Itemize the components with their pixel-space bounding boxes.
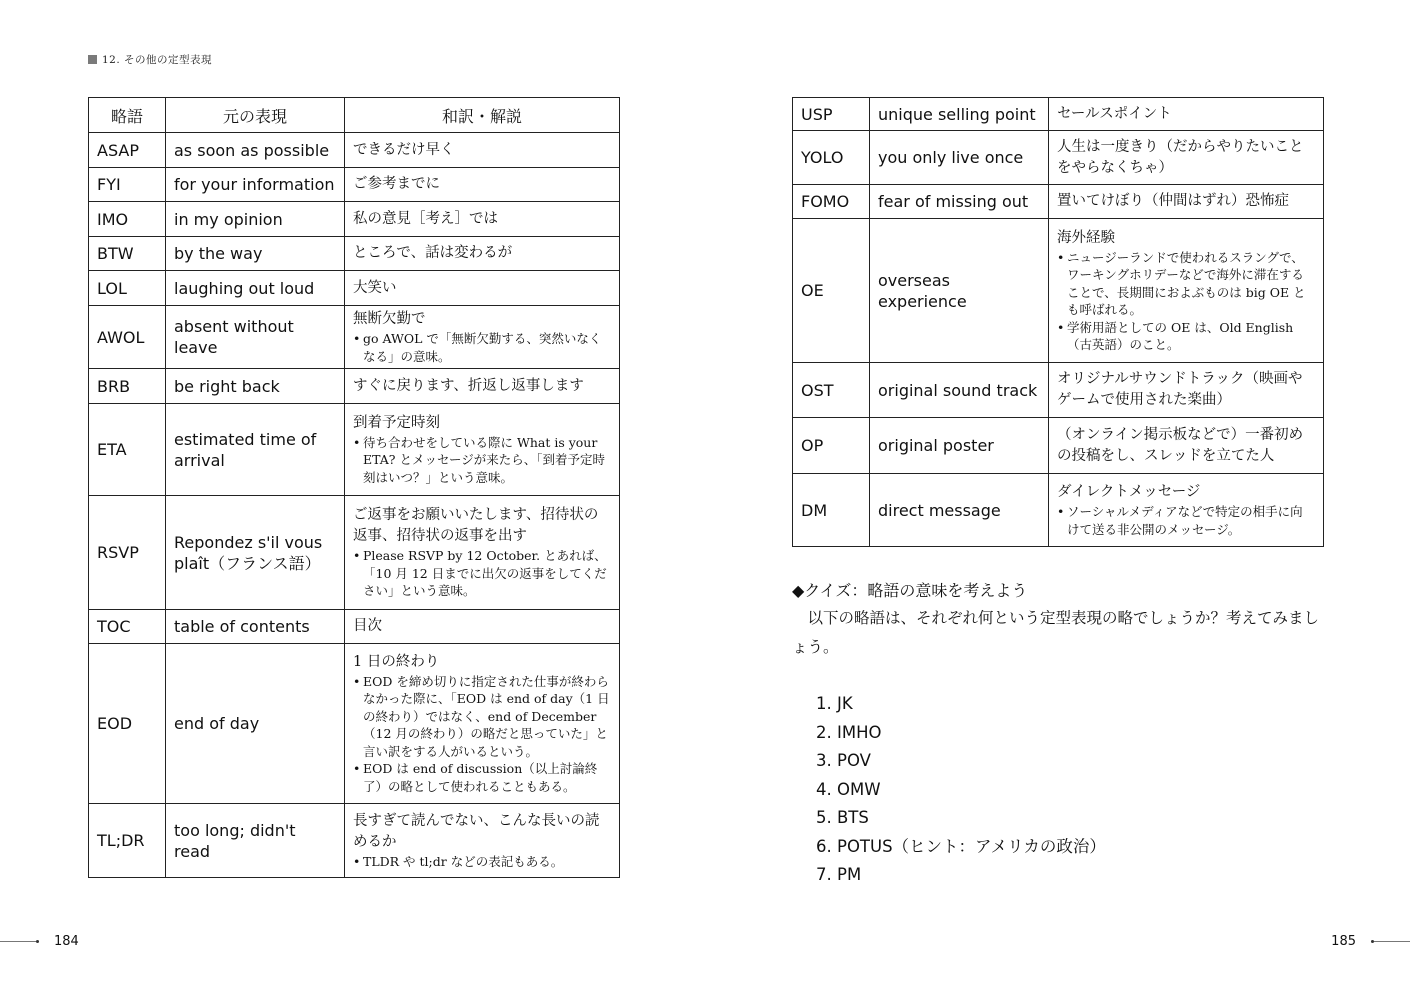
- original-phrase-cell: be right back: [166, 369, 345, 404]
- table-row: [89, 271, 620, 306]
- meaning-text: 海外経験: [1057, 229, 1115, 246]
- abbreviation-cell: TOC: [89, 610, 166, 644]
- abbreviation-cell: RSVP: [89, 496, 166, 610]
- meaning-cell: [345, 202, 620, 237]
- meaning-cell: [1049, 418, 1324, 474]
- meaning-text: すぐに戻ります、折返し返事します: [353, 377, 584, 394]
- original-phrase-cell: laughing out loud: [166, 271, 345, 306]
- meaning-cell: [345, 610, 620, 644]
- quiz-title: ◆クイズ：略語の意味を考えよう: [792, 581, 1028, 600]
- table-row: [89, 496, 620, 610]
- note-item: • ソーシャルメディアなどで特定の相手に向けて送る非公開のメッセージ。: [1057, 503, 1315, 538]
- note-item: • go AWOL で「無断欠勤する、突然いなくなる」の意味。: [353, 330, 611, 365]
- abbreviation-cell: YOLO: [793, 131, 870, 185]
- folio-rule: [1374, 941, 1410, 942]
- table-row: [793, 363, 1324, 418]
- header-square-icon: [88, 55, 97, 64]
- original-phrase-cell: in my opinion: [166, 202, 345, 237]
- abbreviation-cell: FOMO: [793, 185, 870, 219]
- meaning-cell: [345, 306, 620, 369]
- quiz-item: 1. JK: [816, 694, 853, 713]
- meaning-cell: [345, 271, 620, 306]
- abbreviation-cell: IMO: [89, 202, 166, 237]
- meaning-cell: [345, 644, 620, 804]
- quiz-item: 3. POV: [816, 751, 871, 770]
- abbreviation-cell: OP: [793, 418, 870, 474]
- meaning-cell: [1049, 98, 1324, 131]
- note-list: [1057, 249, 1315, 354]
- table-row: [89, 237, 620, 271]
- meaning-text: ところで、話は変わるが: [353, 245, 513, 261]
- original-phrase-cell: Repondez s'il vous plaît（フランス語）: [166, 496, 345, 610]
- original-phrase-cell: as soon as possible: [166, 133, 345, 168]
- meaning-text: ダイレクトメッセージ: [1057, 484, 1201, 500]
- abbreviation-cell: AWOL: [89, 306, 166, 369]
- table-row: [793, 418, 1324, 474]
- original-phrase-cell: original sound track: [870, 363, 1049, 418]
- meaning-cell: [345, 168, 620, 202]
- abbreviation-cell: LOL: [89, 271, 166, 306]
- note-item: • EOD は end of discussion（以上討論終了）の略として使われることもある。: [353, 760, 611, 795]
- note-list: [353, 330, 611, 365]
- left-folio: [0, 934, 79, 949]
- meaning-text: 長すぎて読んでない、こんな長いの読めるか: [353, 812, 600, 850]
- meaning-cell: [345, 804, 620, 878]
- table-row: [89, 133, 620, 168]
- quiz-item: 6. POTUS（ヒント：アメリカの政治）: [816, 836, 1106, 856]
- meaning-text: 到着予定時刻: [353, 414, 440, 431]
- abbreviation-cell: ASAP: [89, 133, 166, 168]
- folio-rule: [0, 941, 36, 942]
- note-list: [353, 853, 611, 871]
- meaning-cell: [1049, 131, 1324, 185]
- table-row: [89, 168, 620, 202]
- meaning-text: オリジナルサウンドトラック（映画やゲームで使用された楽曲）: [1057, 371, 1303, 408]
- original-phrase-cell: overseas experience: [870, 219, 1049, 363]
- note-item: • 待ち合わせをしている際に What is your ETA? とメッセージが来たら、「到着予定時刻はいつ？」という意味。: [353, 434, 611, 487]
- original-phrase-cell: estimated time of arrival: [166, 404, 345, 496]
- meaning-text: 1 日の終わり: [353, 653, 440, 670]
- meaning-cell: [345, 496, 620, 610]
- abbreviation-cell: EOD: [89, 644, 166, 804]
- col-header-meaning: 和訳・解説: [345, 98, 620, 133]
- meaning-cell: [345, 133, 620, 168]
- meaning-text: 大笑い: [353, 279, 397, 296]
- original-phrase-cell: fear of missing out: [870, 185, 1049, 219]
- abbreviation-cell: FYI: [89, 168, 166, 202]
- note-item: • Please RSVP by 12 October. とあれば、「10 月 12 日までに出欠の返事をしてください」という意味。: [353, 547, 611, 600]
- meaning-cell: [1049, 474, 1324, 547]
- original-phrase-cell: for your information: [166, 168, 345, 202]
- meaning-cell: [1049, 219, 1324, 363]
- table-row: [793, 131, 1324, 185]
- abbreviation-cell: OE: [793, 219, 870, 363]
- section-title: 12. その他の定型表現: [102, 54, 213, 66]
- meaning-text: ご返事をお願いいたします、招待状の返事、招待状の返事を出す: [353, 507, 599, 545]
- note-item: • TLDR や tl;dr などの表記もある。: [353, 853, 611, 871]
- note-item: • 学術用語としての OE は、Old English（古英語）のこと。: [1057, 319, 1315, 354]
- quiz-item: 4. OMW: [816, 779, 881, 799]
- page-number-left: 184: [54, 934, 79, 949]
- original-phrase-cell: you only live once: [870, 131, 1049, 185]
- note-list: [353, 434, 611, 487]
- quiz-item: 7. PM: [816, 865, 862, 884]
- table-row: [89, 804, 620, 878]
- original-phrase-cell: too long; didn't read: [166, 804, 345, 878]
- note-item: • ニュージーランドで使われるスラングで、ワーキングホリデーなどで海外に滞在することで、長期間におよぶものは big OE とも呼ばれる。: [1057, 249, 1315, 319]
- abbreviation-cell: OST: [793, 363, 870, 418]
- note-list: [353, 547, 611, 600]
- original-phrase-cell: end of day: [166, 644, 345, 804]
- table-row: [793, 98, 1324, 131]
- original-phrase-cell: absent without leave: [166, 306, 345, 369]
- original-phrase-cell: table of contents: [166, 610, 345, 644]
- table-row: [89, 306, 620, 369]
- note-list: [353, 673, 611, 796]
- abbreviation-cell: USP: [793, 98, 870, 131]
- right-folio: [1331, 934, 1410, 949]
- meaning-text: 目次: [353, 618, 382, 634]
- table-row: [89, 610, 620, 644]
- quiz-item: 2. IMHO: [816, 722, 882, 742]
- table-row: [793, 185, 1324, 219]
- running-header: [88, 52, 212, 67]
- table-header-row: [89, 98, 620, 133]
- original-phrase-cell: by the way: [166, 237, 345, 271]
- quiz-list: [816, 690, 1106, 890]
- meaning-cell: [345, 369, 620, 404]
- table-row: [89, 202, 620, 237]
- col-header-abbr: 略語: [89, 98, 166, 133]
- original-phrase-cell: unique selling point: [870, 98, 1049, 131]
- table-row: [793, 474, 1324, 547]
- meaning-cell: [1049, 185, 1324, 219]
- abbreviation-cell: BTW: [89, 237, 166, 271]
- note-list: [1057, 503, 1315, 538]
- original-phrase-cell: original poster: [870, 418, 1049, 474]
- abbreviation-cell: DM: [793, 474, 870, 547]
- folio-dot: [36, 940, 39, 943]
- quiz-instructions: 以下の略語は、それぞれ何という定型表現の略でしょうか？考えてみましょう。: [792, 609, 1320, 656]
- table-row: [793, 219, 1324, 363]
- note-item: • EOD を締め切りに指定された仕事が終わらなかった際に、「EOD は end of day（1 日の終わり）ではなく、end of December（12 月の終わり）の略だと思っていた」と言い訳をする人がいるという。: [353, 673, 611, 761]
- table-row: [89, 644, 620, 804]
- meaning-cell: [345, 404, 620, 496]
- quiz-item: 5. BTS: [816, 808, 869, 827]
- meaning-text: ご参考までに: [353, 176, 440, 192]
- meaning-text: （オンライン掲示板などで）一番初めの投稿をし、スレッドを立てた人: [1057, 426, 1304, 464]
- table-row: [89, 404, 620, 496]
- meaning-text: 置いてけぼり（仲間はずれ）恐怖症: [1057, 193, 1289, 209]
- meaning-text: 人生は一度きり（だからやりたいことをやらなくちゃ）: [1057, 138, 1304, 176]
- col-header-phrase: 元の表現: [166, 98, 345, 133]
- meaning-text: 無断欠勤で: [353, 311, 426, 327]
- abbreviation-cell: TL;DR: [89, 804, 166, 878]
- meaning-text: できるだけ早く: [353, 141, 455, 158]
- abbreviation-cell: ETA: [89, 404, 166, 496]
- abbreviation-cell: BRB: [89, 369, 166, 404]
- meaning-cell: [1049, 363, 1324, 418]
- page-number-right: 185: [1331, 934, 1356, 949]
- meaning-text: 私の意見［考え］では: [353, 210, 498, 227]
- original-phrase-cell: direct message: [870, 474, 1049, 547]
- right-abbreviation-table: [792, 97, 1324, 547]
- meaning-text: セールスポイント: [1057, 105, 1172, 122]
- left-abbreviation-table: [88, 97, 620, 878]
- table-row: [89, 369, 620, 404]
- meaning-cell: [345, 237, 620, 271]
